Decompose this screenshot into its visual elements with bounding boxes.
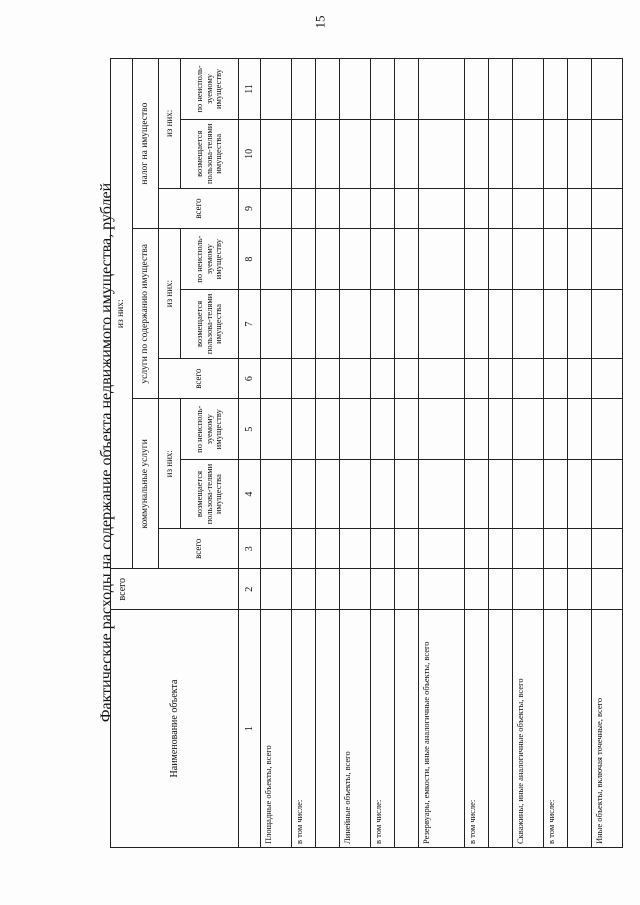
table-cell [316,569,340,610]
table-cell [340,569,371,610]
table-cell [340,59,371,120]
table-cell [261,229,292,290]
row-name: Резервуары, емкости, иные аналогичные объекты, всего [419,610,465,848]
table-row [489,59,513,848]
table-cell [371,188,395,229]
table-cell [261,59,292,120]
table-cell [316,59,340,120]
table-cell [261,119,292,188]
table-cell [592,119,623,188]
page-number-text: 15 [312,15,327,29]
table-cell [261,569,292,610]
table-cell [371,399,395,460]
table-cell [544,529,568,570]
table-cell [419,229,465,290]
table-cell [592,399,623,460]
table-cell [371,569,395,610]
table-cell [489,290,513,359]
table-cell [513,460,544,529]
table-cell [340,399,371,460]
table-cell [395,358,419,399]
table-row [340,59,371,848]
table-cell [568,460,592,529]
table-cell [371,358,395,399]
table-cell [371,229,395,290]
table-cell [419,119,465,188]
table-cell [261,529,292,570]
table-row [513,59,544,848]
table-cell [568,358,592,399]
header-of-them: из них: [111,59,133,570]
table-row [568,59,592,848]
table-cell [513,569,544,610]
table-cell [261,460,292,529]
table-cell [340,188,371,229]
column-number: 6 [239,358,261,399]
table-cell [292,460,316,529]
header-property-tax: налог на имущество [133,59,159,229]
table-cell [568,229,592,290]
column-number: 10 [239,119,261,188]
table-row [544,59,568,848]
table-cell [544,358,568,399]
table-cell [592,229,623,290]
row-name [395,610,419,848]
table-cell [592,460,623,529]
table-cell [340,229,371,290]
table-cell [568,399,592,460]
table-row [592,59,623,848]
table-cell [261,399,292,460]
row-name: Иные объекты, включая точечные, всего [592,610,623,848]
table-row [465,59,489,848]
table-cell [292,358,316,399]
table-cell [513,119,544,188]
row-name: Площадные объекты, всего [261,610,292,848]
table-cell [316,188,340,229]
table-cell [513,399,544,460]
table-cell [419,59,465,120]
table-cell [371,59,395,120]
table-cell [419,460,465,529]
table-cell [592,59,623,120]
column-number: 7 [239,290,261,359]
header-reimbursed: возмещается пользова-телями имущества [181,290,239,359]
header-sub-total: всего [159,529,239,570]
table-row [395,59,419,848]
table-cell [489,59,513,120]
table-cell [465,569,489,610]
table-cell [513,188,544,229]
table-cell [544,460,568,529]
table-cell [419,569,465,610]
table-cell [292,59,316,120]
table-cell [568,119,592,188]
header-sub-total: всего [159,358,239,399]
table-cell [465,358,489,399]
table-cell [419,399,465,460]
column-number: 9 [239,188,261,229]
row-name: в том числе: [292,610,316,848]
table-cell [465,399,489,460]
table-cell [465,119,489,188]
table-cell [395,460,419,529]
column-number: 1 [239,610,261,848]
row-name: в том числе: [465,610,489,848]
header-unused: по неисполь-зуемому имуществу [181,399,239,460]
table-cell [568,188,592,229]
table-cell [592,290,623,359]
table-cell [395,188,419,229]
table-cell [513,229,544,290]
table-cell [292,569,316,610]
table-cell [568,290,592,359]
table-cell [489,188,513,229]
table-cell [316,229,340,290]
table-cell [395,59,419,120]
table-cell [592,358,623,399]
header-unused: по неисполь-зуемому имуществу [181,59,239,120]
header-sub-of-them: из них: [159,399,181,529]
table-cell [371,290,395,359]
header-sub-total: всего [159,188,239,229]
table-row [292,59,316,848]
row-name [568,610,592,848]
header-sub-of-them: из них: [159,229,181,359]
table-cell [489,229,513,290]
table-cell [395,569,419,610]
table-cell [465,188,489,229]
header-reimbursed: возмещается пользова-телями имущества [181,119,239,188]
table-cell [544,119,568,188]
table-cell [419,290,465,359]
table-cell [395,399,419,460]
table-cell [316,290,340,359]
table-cell [371,119,395,188]
table-cell [419,188,465,229]
row-name: Линейные объекты, всего [340,610,371,848]
header-utilities: коммунальные услуги [133,399,159,569]
table-row [316,59,340,848]
table-cell [261,358,292,399]
page-title: Фактические расходы на содержание объекта недвижимого имущества, рублей [98,182,115,723]
table-cell [316,399,340,460]
row-name [489,610,513,848]
table-cell [513,59,544,120]
header-object-name: Наименование объекта [111,610,239,848]
table-cell [395,119,419,188]
header-unused: по неисполь-зуемому имуществу [181,229,239,290]
table-cell [465,460,489,529]
table-cell [489,399,513,460]
table-cell [340,119,371,188]
table-cell [568,569,592,610]
table-cell [316,529,340,570]
row-name: в том числе: [544,610,568,848]
table-cell [489,460,513,529]
table-cell [568,59,592,120]
table-cell [592,529,623,570]
table-row [419,59,465,848]
table-cell [544,569,568,610]
table-row [261,59,292,848]
table-cell [395,529,419,570]
table-cell [465,529,489,570]
table-cell [316,358,340,399]
table-cell [513,529,544,570]
table-cell [419,529,465,570]
column-number: 11 [239,59,261,120]
table-cell [340,358,371,399]
column-number: 2 [239,569,261,610]
table-cell [340,529,371,570]
table-cell [513,358,544,399]
table-cell [465,59,489,120]
table-cell [544,399,568,460]
table-cell [340,290,371,359]
table-cell [292,119,316,188]
table-cell [544,59,568,120]
header-maintenance: услуги по содержанию имущества [133,229,159,399]
header-reimbursed: возмещается пользова-телями имущества [181,460,239,529]
row-name: в том числе: [371,610,395,848]
table-cell [316,460,340,529]
table-cell [292,290,316,359]
row-name: Скважины, иные аналогичные объекты, всего [513,610,544,848]
table-cell [489,569,513,610]
table-cell [513,290,544,359]
table-cell [395,290,419,359]
table-cell [261,290,292,359]
table-cell [465,229,489,290]
table-cell [544,188,568,229]
row-name [316,610,340,848]
header-sub-of-them: из них: [159,59,181,189]
table-cell [465,290,489,359]
expenses-table [110,58,623,848]
table-cell [395,229,419,290]
table-cell [568,529,592,570]
table-cell [292,229,316,290]
table-cell [592,569,623,610]
table-cell [292,529,316,570]
table-cell [316,119,340,188]
column-number: 3 [239,529,261,570]
table-cell [592,188,623,229]
column-number: 8 [239,229,261,290]
table-cell [340,460,371,529]
table-cell [544,229,568,290]
table-cell [419,358,465,399]
column-number: 5 [239,399,261,460]
column-number: 4 [239,460,261,529]
table-cell [371,529,395,570]
table-cell [489,358,513,399]
header-total: всего [111,569,239,610]
table-cell [489,529,513,570]
table-cell [544,290,568,359]
table-cell [261,188,292,229]
table-row [371,59,395,848]
table-cell [371,460,395,529]
table-cell [292,399,316,460]
table-cell [489,119,513,188]
table-cell [292,188,316,229]
